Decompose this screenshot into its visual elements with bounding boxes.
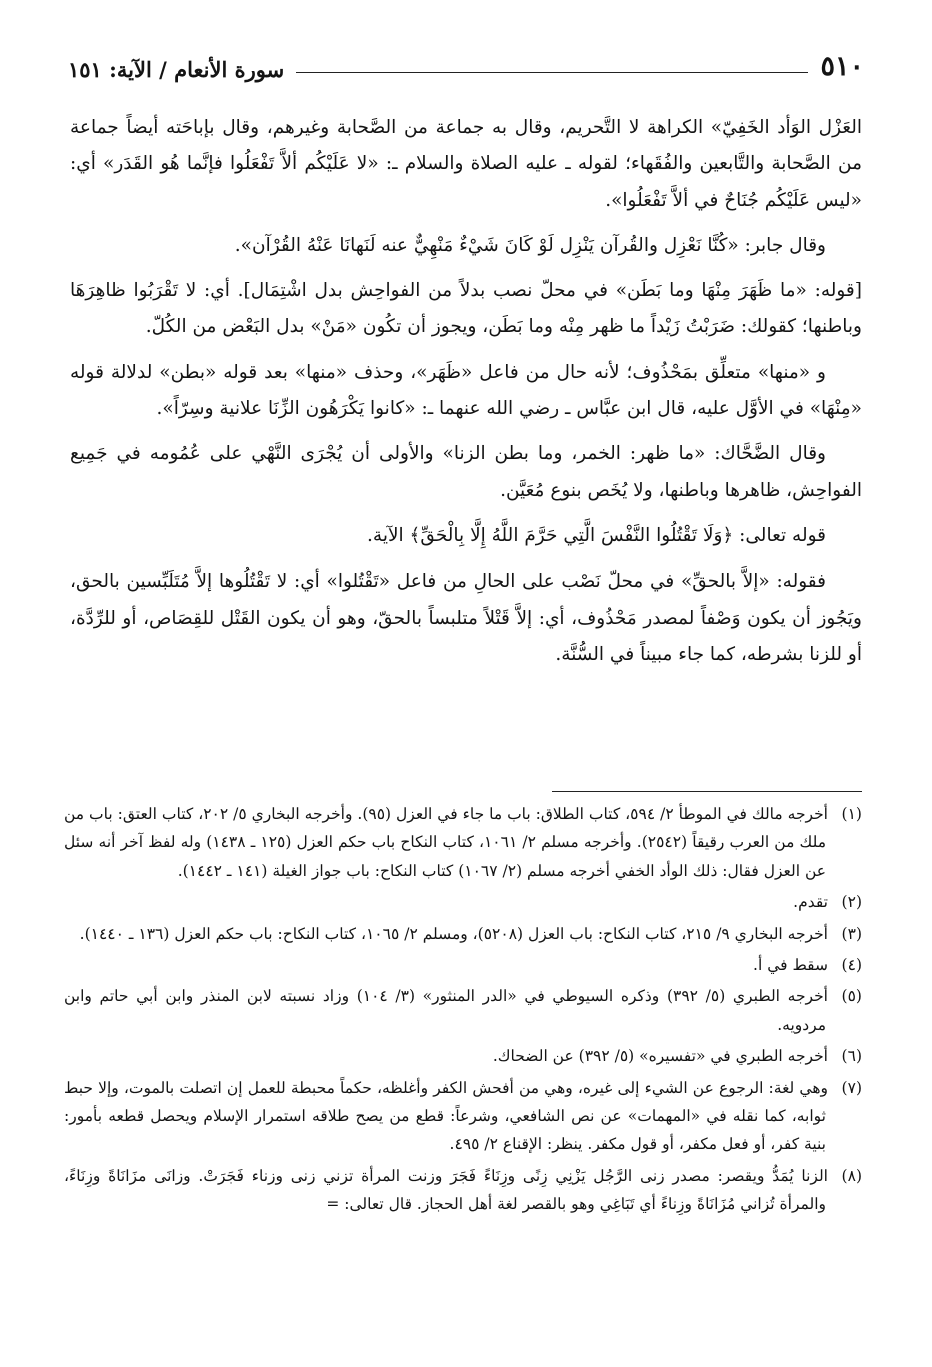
paragraph-ma-zahara: [قوله: «ما ظَهَرَ مِنْهَا وما بَطَن» في محلّ نصب بدلاً من الفواحِش بدل اشْتِمَال]. أي: لا تَقْرَبُوا ظاهِرَهَا وباطنها؛ كقولك: ضَرَبْتُ زَيْداً ما ظهر مِنْه وما بَطَن، ويجوز أن تكُون «مَنْ» بدل البَعْض من الكُلّ. [70, 280, 862, 338]
footnote: (٤)سقط في أ. [753, 956, 862, 975]
paragraph-azl: العَزْل الوَأد الخَفِيّ» الكراهة لا التَّحريم، وقال به جماعة من الصَّحابة وغيرهم، وقال بإباحَته أيضاً جماعة من الصَّحابة والتَّابعين والفُقَهاء؛ لقوله ـ عليه الصلاة والسلام ـ: «لا عَلَيْكُم ألاَّ تَفْعَلُوا فإنَّما هُو القَدَر» أي: «ليس عَلَيْكُم جُنَاحٌ في ألاَّ تَفْعَلُوا». [70, 117, 862, 211]
paragraph-illa-bilhaqq: فقوله: «إلاَّ بالحقِّ» في محلّ نَصْب على الحالِ من فاعل «تَقْتُلوا» أي: لا تَقْتُلُوها إلاَّ مُتَلَبِّسين بالحق، ويَجُوز أن يكون وَصْفاً لمصدر مَحْذُوف، أي: إلاَّ قَتْلاً متلبساً بالحقّ، وهو أن يكون القَتْل للقِصَاص، أو للرِّدَّة، أو للزنا بشرطه، كما جاء مبيناً في السُّنَّة. [70, 571, 862, 665]
footnote: (٥)أخرجه الطبري (٥/ ٣٩٢) وذكره السيوطي في «الدر المنثور» (٣/ ١٠٤) وزاد نسبته لابن المنذر وابن أبي حاتم وابن مردويه. [64, 987, 862, 1034]
footnote: (١)أخرجه مالك في الموطأ ٢/ ٥٩٤، كتاب الطلاق: باب ما جاء في العزل (٩٥). وأخرجه البخاري ٥/ ٢٠٢، كتاب العتق: باب من ملك من العرب رقيقاً (٢٥٤٢). وأخرجه مسلم ٢/ ١٠٦١، كتاب النكاح باب حكم العزل (١٢٥ ـ ١٤٣٨) وله لفظ آخر أنه سئل عن العزل فقال: ذلك الوأد الخفي أخرجه مسلم (٢/ ١٠٦٧) كتاب النكاح: باب جواز الغيلة (١٤١ ـ ١٤٤٢). [64, 805, 862, 880]
footnote: (٣)أخرجه البخاري ٩/ ٢١٥، كتاب النكاح: باب العزل (٥٢٠٨)، ومسلم ٢/ ١٠٦٥، كتاب النكاح: باب حكم العزل (١٣٦ ـ ١٤٤٠). [79, 924, 862, 943]
paragraph-dahhak: وقال الضَّحَّاك: «ما ظهر: الخمر، وما بطن الزنا» والأولى أن يُجْرَى النَّهْي على عُمُومه في جَمِيع الفواحِش، ظاهرها وباطنها، ولا يُخَص بنوع مُعَيَّن. [70, 443, 862, 501]
page-number: ٥١٠ [820, 51, 864, 82]
page-header [68, 40, 864, 80]
footnote: (٧)وهي لغة: الرجوع عن الشيء إلى غيره، وهي من أفحش الكفر وأغلظه، حكماً محبطة للعمل إن اتصلت بالموت، وإلا حبط ثوابه، كما نقله في «المهمات» عن نص الشافعي، وشرعاً: قطع من يصح طلاقه استمرار الإسلام ويحصل قطعه بأمور: بنية كفر، أو فعل مكفر، أو قول مكفر. ينظر: الإقناع ٢/ ٤٩٥. [64, 1078, 862, 1154]
footnote: (٦)أخرجه الطبري في «تفسيره» (٥/ ٣٩٢) عن الضحاك. [492, 1047, 862, 1066]
footnote-separator [552, 791, 862, 792]
paragraph-minha: و «منها» متعلِّق بمَحْذُوف؛ لأنه حال من فاعل «ظَهَر»، وحذف «منها» بعد قوله «بطن» لدلالة قوله «مِنْهَا» في الأوَّل عليه، قال ابن عبَّاس ـ رضي الله عنهما ـ: «كانوا يَكْرَهُون الزِّنَا علانية وسِرّاً». [70, 361, 862, 420]
footnote: (٢)تقدم. [793, 893, 862, 912]
main-text [70, 110, 862, 682]
running-title: سورة الأنعام / الآية: ١٥١ [68, 57, 285, 82]
quran-verse: قوله تعالى: ﴿وَلَا تَقْتُلُوا النَّفْسَ الَّتِي حَرَّمَ اللَّهُ إِلَّا بِالْحَقِّ﴾ الآية. [367, 524, 826, 546]
footnote: (٨)الزنا يُمَدُّ ويقصر: مصدر زنى الرَّجُل يَزْنِي زِنًى وزِنَاءً فَجَرَ وزنت المرأة تزني زنى وزناء فَجَرَتْ. وزانَى مزَانَاةً وزِنَاءً، والمرأة تُزاني مُزَانَاةً وزِناءً أي تَبَاغِي وهو بالقصر لغة أهل الحجاز. قال تعالى: = [64, 1166, 862, 1214]
paragraph-jabir: وقال جابر: «كُنَّا نَعْزِل والقُرآن يَنْزِل لَوْ كَانَ شَيْءٌ مَنْهِيٌّ عنه لَنَهانَا عَنْهُ القُرْآن». [234, 234, 826, 256]
header-rule [296, 72, 808, 73]
footnotes [64, 800, 862, 1222]
